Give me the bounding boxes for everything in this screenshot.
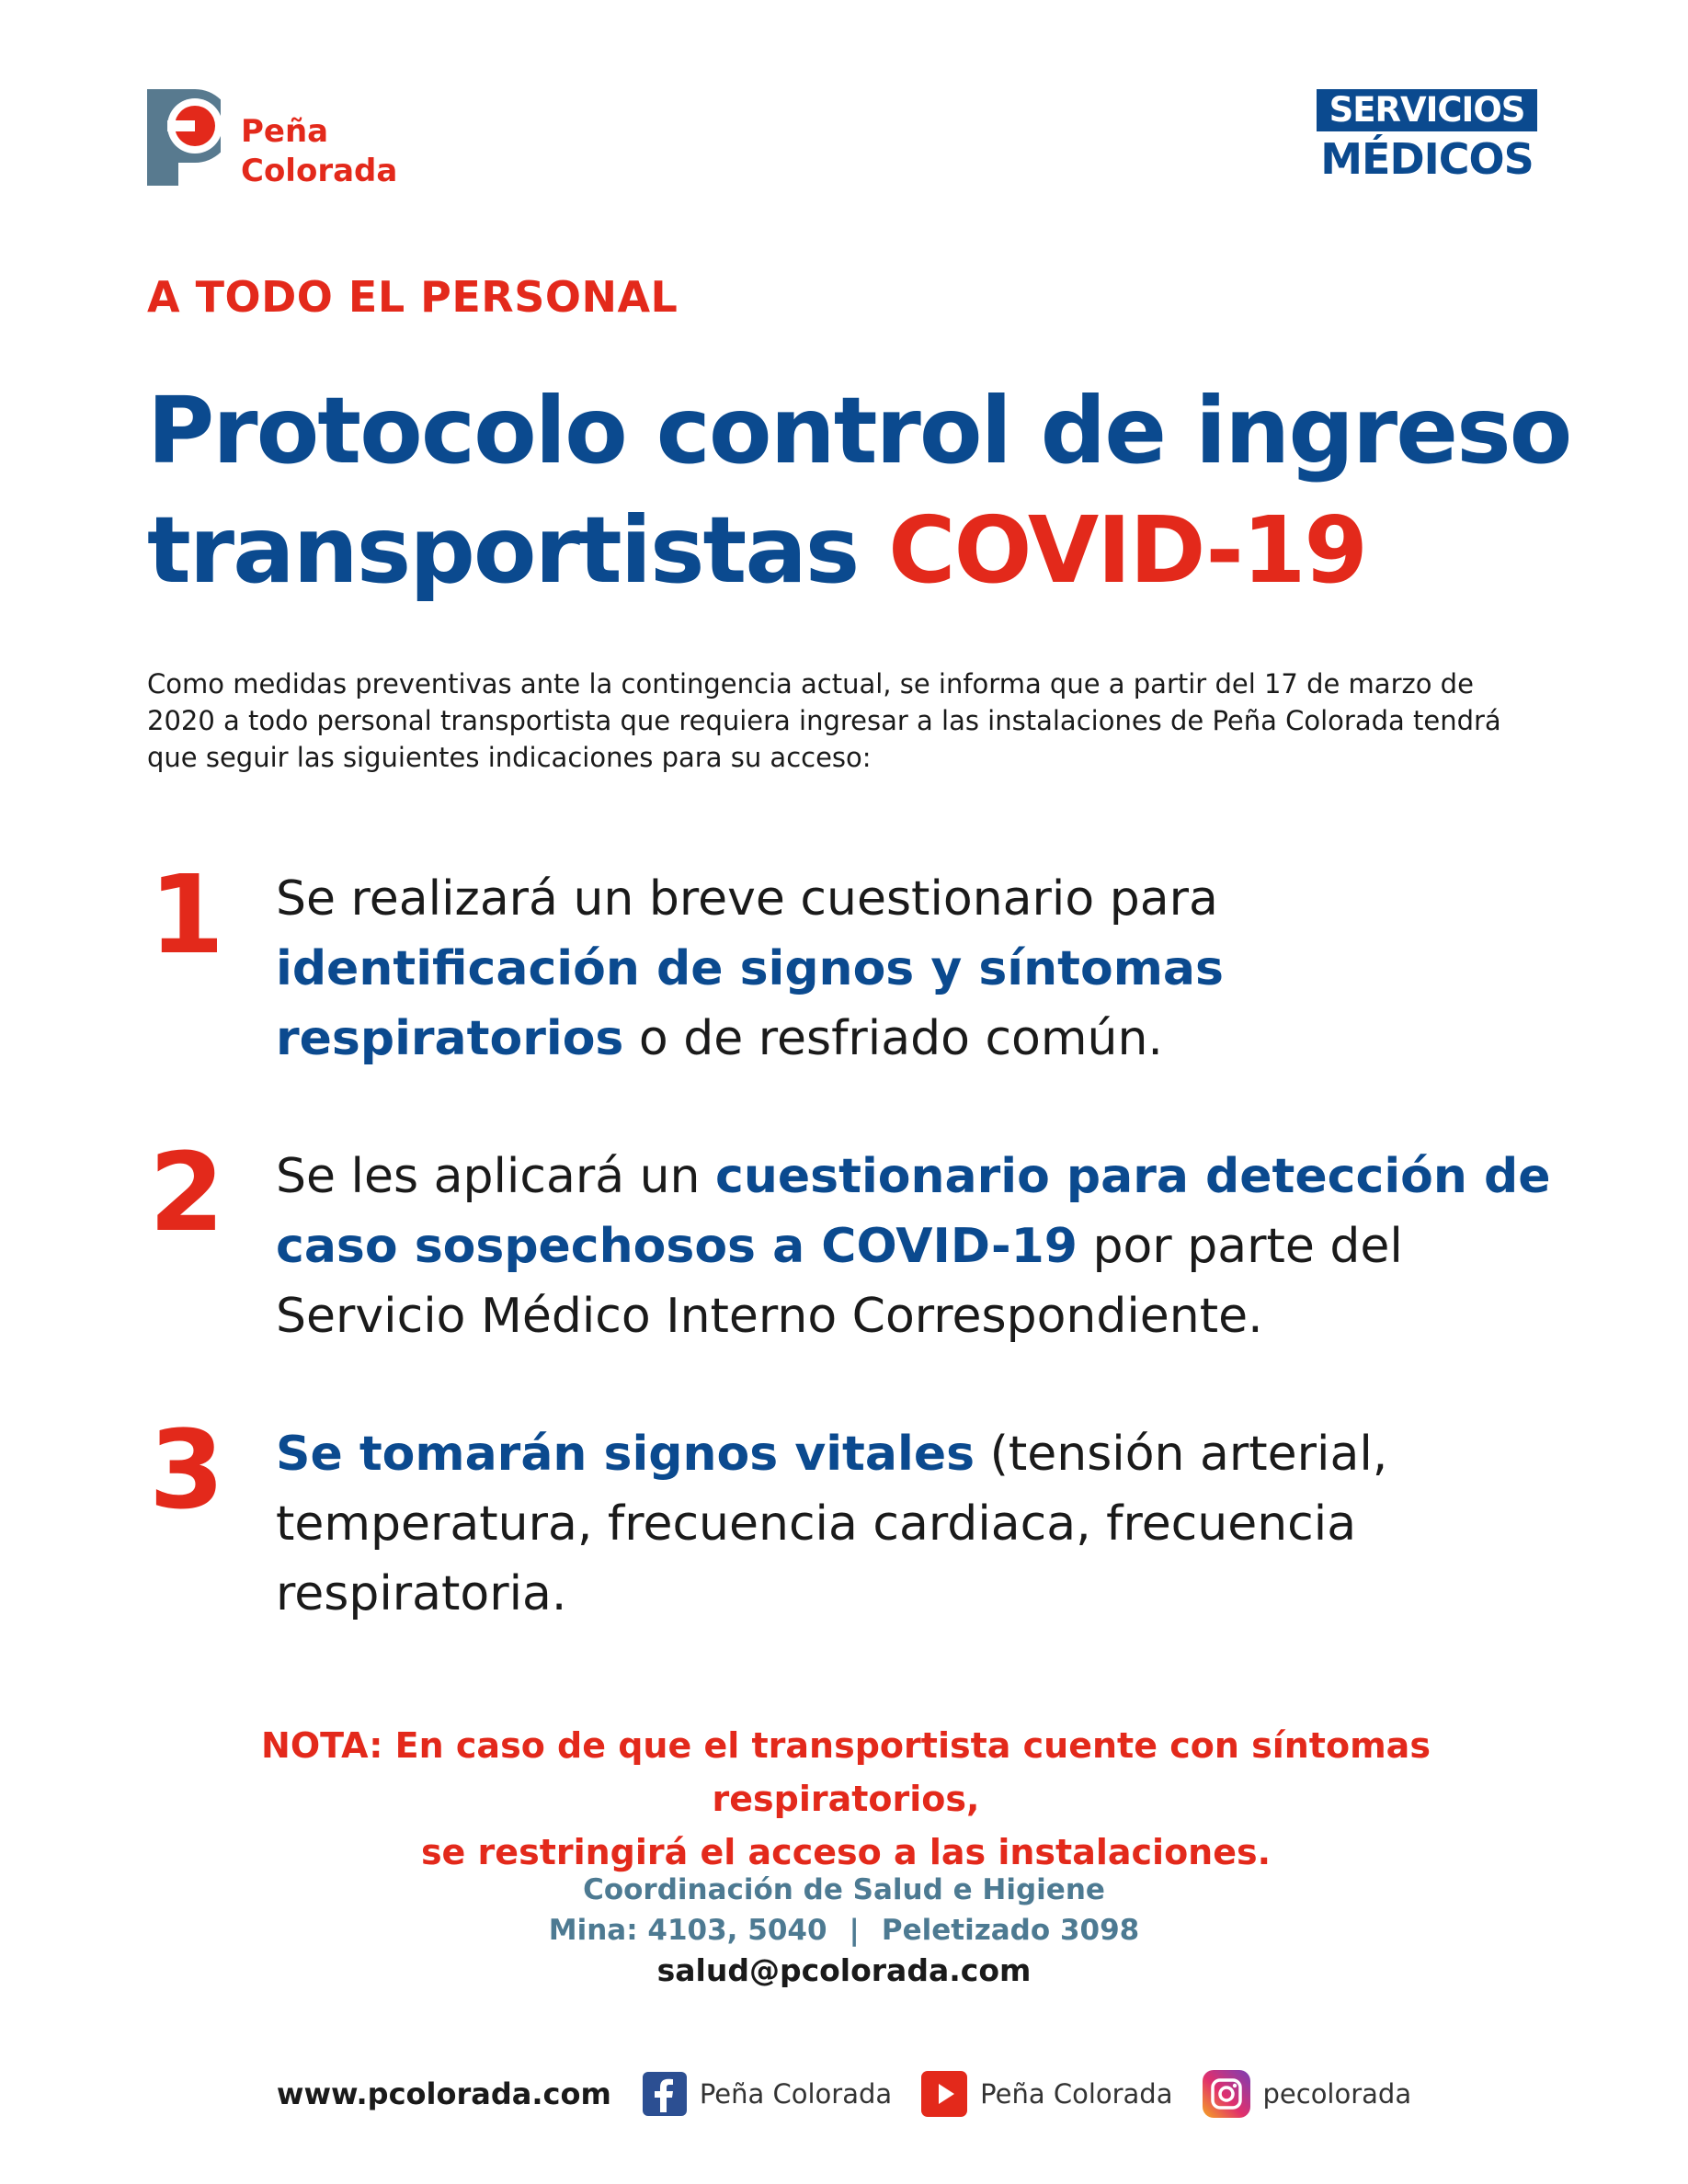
youtube-link[interactable] xyxy=(921,2071,1172,2117)
servicios-medicos-logo xyxy=(1317,89,1537,187)
step-1-number: 1 xyxy=(149,851,225,978)
badge-top: SERVICIOS xyxy=(1317,89,1537,131)
instagram-icon xyxy=(1203,2070,1250,2118)
brand-name-line1: Peña xyxy=(241,113,329,150)
instagram-link[interactable] xyxy=(1203,2070,1412,2118)
pena-colorada-logo-icon xyxy=(147,89,221,186)
facebook-icon xyxy=(643,2072,687,2116)
youtube-label: Peña Colorada xyxy=(980,2078,1173,2110)
step-3-number: 3 xyxy=(149,1406,225,1533)
step-2-text xyxy=(276,1142,1563,1351)
contact-separator: | xyxy=(849,1914,860,1947)
page-title xyxy=(147,371,1581,610)
title-line2-prefix: transportistas xyxy=(147,496,889,604)
step-3-highlight: Se tomarán signos vitales xyxy=(276,1427,975,1482)
title-line2 xyxy=(147,491,1581,610)
brand-name-line2: Colorada xyxy=(241,153,398,189)
contact-block xyxy=(292,1870,1396,1991)
step-1-text xyxy=(276,864,1563,1074)
contact-peletizado: Peletizado 3098 xyxy=(881,1914,1140,1947)
note-line1: NOTA: En caso de que el transportista cuente con síntomas respiratorios, xyxy=(261,1725,1431,1819)
contact-mina: Mina: 4103, 5040 xyxy=(548,1914,827,1947)
note xyxy=(138,1719,1554,1879)
contact-phones xyxy=(292,1910,1396,1951)
step-1-highlight: identificación de signos y síntomas respiratorios xyxy=(276,941,1224,1066)
title-line1: Protocolo control de ingreso xyxy=(147,377,1571,484)
instagram-label: pecolorada xyxy=(1262,2078,1412,2110)
audience-heading: A TODO EL PERSONAL xyxy=(147,272,679,322)
website-link[interactable]: www.pcolorada.com xyxy=(276,2076,611,2111)
youtube-icon xyxy=(921,2071,967,2117)
step-2-pre: Se les aplicará un xyxy=(276,1149,716,1204)
step-3-post: (tensión arterial, temperatura, frecuencia cardiaca, frecuencia respiratoria. xyxy=(276,1427,1388,1621)
step-2-highlight: cuestionario para detección de caso sospechosos a COVID-19 xyxy=(276,1149,1551,1274)
footer xyxy=(0,2070,1688,2118)
step-1-post: o de resfriado común. xyxy=(623,1011,1163,1066)
step-2-post: por parte del Servicio Médico Interno Correspondiente. xyxy=(276,1219,1403,1344)
brand-name xyxy=(241,112,480,191)
badge-bottom: MÉDICOS xyxy=(1320,134,1534,184)
note-line2: se restringirá el acceso a las instalaciones. xyxy=(420,1832,1272,1872)
title-line2-highlight: COVID-19 xyxy=(888,496,1366,604)
facebook-label: Peña Colorada xyxy=(699,2078,893,2110)
facebook-link[interactable] xyxy=(643,2072,892,2116)
step-2-number: 2 xyxy=(149,1129,225,1256)
step-3-text xyxy=(276,1419,1563,1629)
intro-paragraph: Como medidas preventivas ante la contingencia actual, se informa que a partir del 17 de marzo de 2020 a todo personal transportista que requiera ingresar a las instalaciones de Peña Colorada tendrá que seguir las siguientes indicaciones para su acceso: xyxy=(147,668,1501,773)
contact-department: Coordinación de Salud e Higiene xyxy=(583,1873,1105,1906)
step-1-pre: Se realizará un breve cuestionario para xyxy=(276,871,1218,927)
contact-email[interactable]: salud@pcolorada.com xyxy=(656,1952,1032,1988)
